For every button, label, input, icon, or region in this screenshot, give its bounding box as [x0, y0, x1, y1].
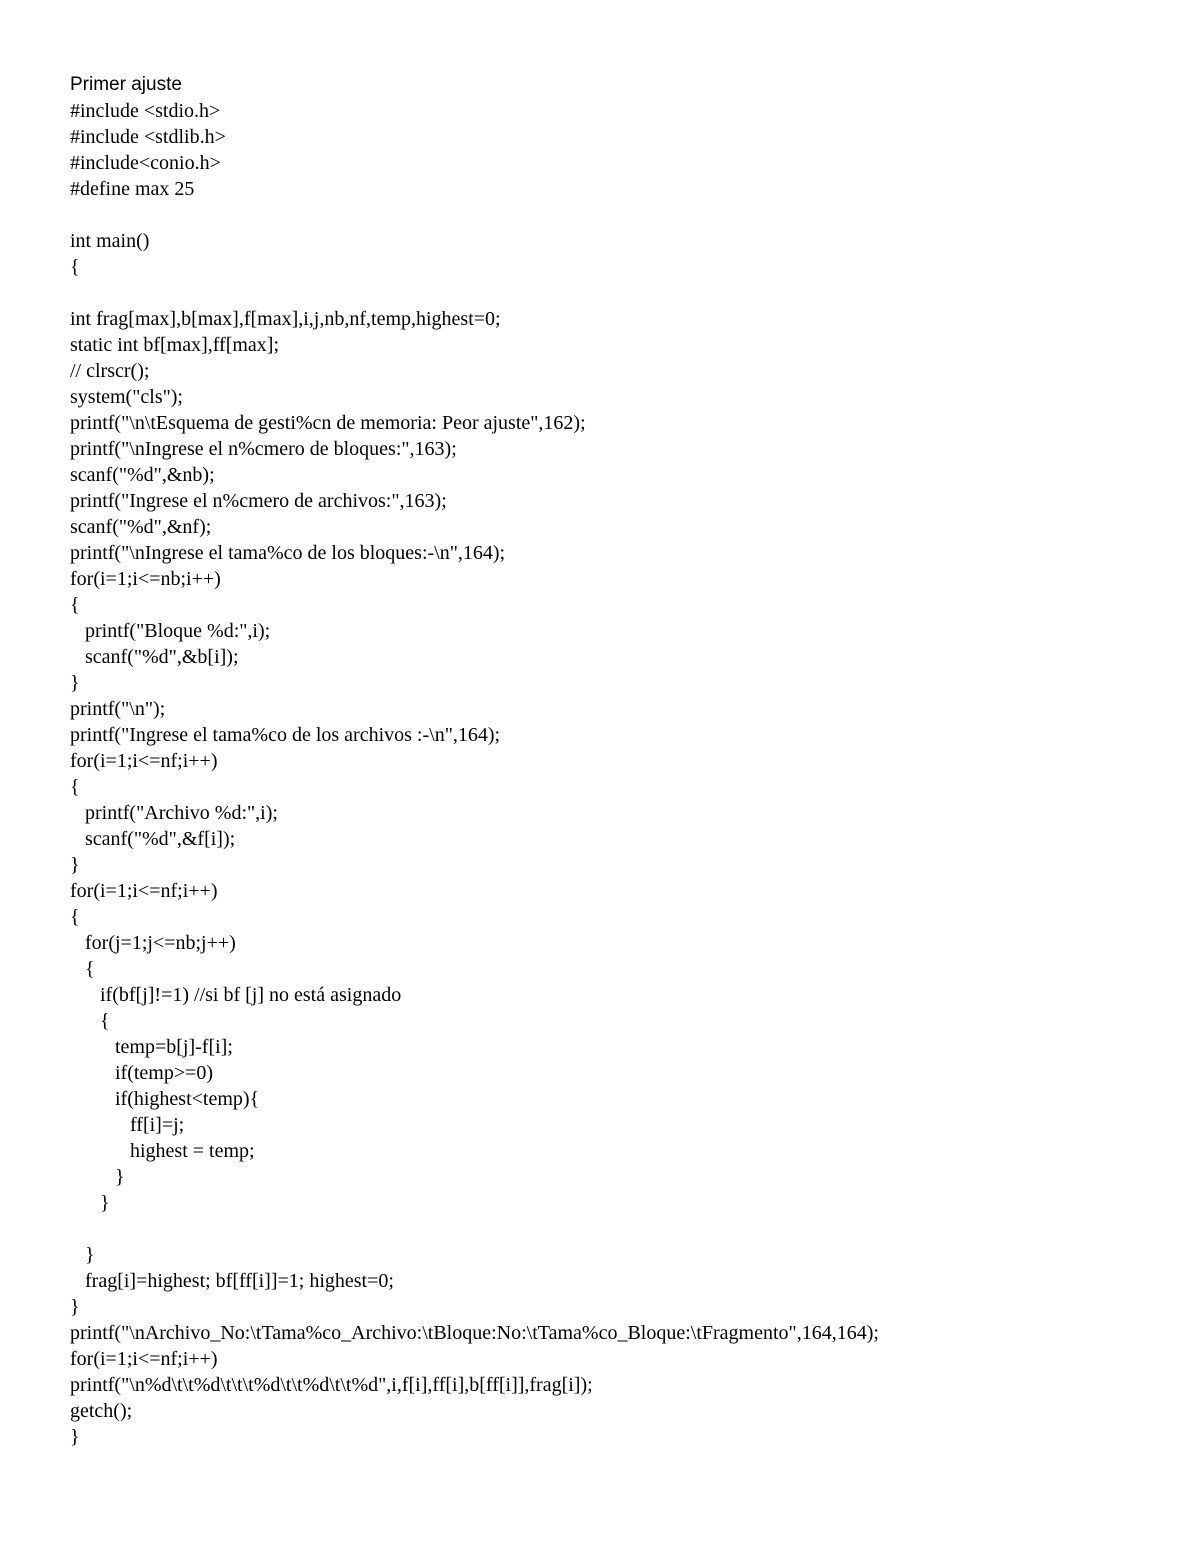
document-title: Primer ajuste — [70, 74, 182, 95]
code-line: #define max 25 — [70, 178, 195, 200]
code-line: } — [70, 1426, 80, 1448]
code-line: scanf("%d",&nb); — [70, 464, 215, 486]
code-line — [70, 202, 1170, 228]
code-line: // clrscr(); — [70, 360, 150, 382]
code-line: } — [70, 1166, 125, 1188]
code-line: system("cls"); — [70, 386, 183, 408]
code-line: #include <stdlib.h> — [70, 126, 226, 148]
code-line: int main() — [70, 230, 150, 252]
code-line: { — [70, 1010, 110, 1032]
code-line — [70, 280, 1170, 306]
code-line: { — [70, 776, 80, 798]
code-line: frag[i]=highest; bf[ff[i]]=1; highest=0; — [70, 1270, 394, 1292]
code-line: printf("\n"); — [70, 698, 166, 720]
code-line: getch(); — [70, 1400, 133, 1422]
code-line: printf("\nIngrese el n%cmero de bloques:",163); — [70, 438, 457, 460]
code-line: #include<conio.h> — [70, 152, 221, 174]
code-line: for(i=1;i<=nf;i++) — [70, 1348, 218, 1370]
code-line: #include <stdio.h> — [70, 100, 221, 122]
code-line: temp=b[j]-f[i]; — [70, 1036, 233, 1058]
code-line: printf("\n%d\t\t%d\t\t\t%d\t\t%d\t\t%d",i,f[i],ff[i],b[ff[i]],frag[i]); — [70, 1374, 593, 1396]
code-line: printf("Bloque %d:",i); — [70, 620, 271, 642]
code-line: } — [70, 1192, 110, 1214]
code-line: static int bf[max],ff[max]; — [70, 334, 280, 356]
code-line: } — [70, 854, 80, 876]
code-line: int frag[max],b[max],f[max],i,j,nb,nf,temp,highest=0; — [70, 308, 501, 330]
code-line: } — [70, 1244, 95, 1266]
code-line: { — [70, 906, 80, 928]
code-line: { — [70, 594, 80, 616]
code-line: for(i=1;i<=nf;i++) — [70, 750, 218, 772]
code-line: printf("\nArchivo_No:\tTama%co_Archivo:\tBloque:No:\tTama%co_Bloque:\tFragmento",164,164); — [70, 1322, 879, 1344]
code-line: { — [70, 958, 95, 980]
code-line: printf("Ingrese el n%cmero de archivos:",163); — [70, 490, 447, 512]
code-line: { — [70, 256, 80, 278]
code-line: } — [70, 672, 80, 694]
code-line: printf("\n\tEsquema de gesti%cn de memoria: Peor ajuste",162); — [70, 412, 586, 434]
code-line: if(temp>=0) — [70, 1062, 214, 1084]
code-line: scanf("%d",&b[i]); — [70, 646, 239, 668]
code-line: ff[i]=j; — [70, 1114, 185, 1136]
code-line: scanf("%d",&f[i]); — [70, 828, 236, 850]
code-line: scanf("%d",&nf); — [70, 516, 212, 538]
code-line: printf("Ingrese el tama%co de los archivos :-\n",164); — [70, 724, 501, 746]
code-line: if(highest<temp){ — [70, 1088, 260, 1110]
code-line: printf("Archivo %d:",i); — [70, 802, 278, 824]
code-line: printf("\nIngrese el tama%co de los bloques:-\n",164); — [70, 542, 506, 564]
code-line: highest = temp; — [70, 1140, 255, 1162]
code-line: for(j=1;j<=nb;j++) — [70, 932, 236, 954]
code-listing — [70, 98, 1170, 1450]
code-line: } — [70, 1296, 80, 1318]
code-line: for(i=1;i<=nb;i++) — [70, 568, 221, 590]
code-line: for(i=1;i<=nf;i++) — [70, 880, 218, 902]
code-line — [70, 1216, 1170, 1242]
code-line: if(bf[j]!=1) //si bf [j] no está asignado — [70, 984, 402, 1006]
